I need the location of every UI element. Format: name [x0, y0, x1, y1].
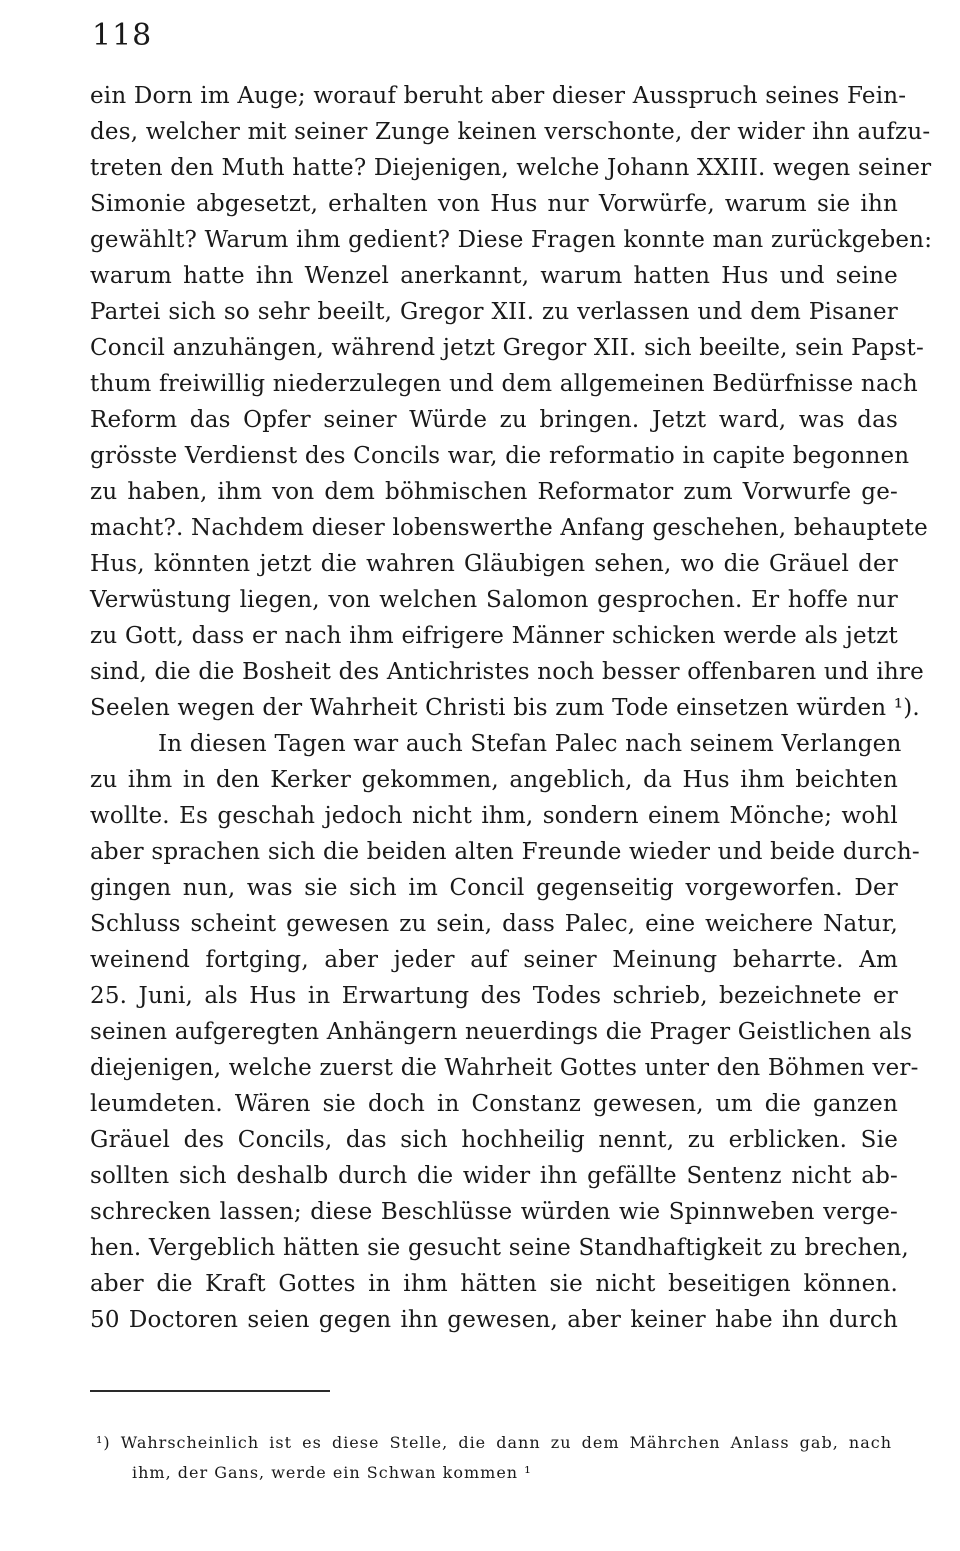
text-line: Hus, könnten jetzt die wahren Gläubigen sehen, wo die Gräuel der — [90, 551, 898, 577]
text-line: leumdeten. Wären sie doch in Constanz gewesen, um die ganzen — [90, 1091, 898, 1117]
text-line: Seelen wegen der Wahrheit Christi bis zum Tode einsetzen würden ¹). — [90, 695, 920, 721]
text-line: Reform das Opfer seiner Würde zu bringen. Jetzt ward, was das — [90, 407, 898, 433]
text-line: In diesen Tagen war auch Stefan Palec nach seinem Verlangen — [158, 731, 902, 757]
text-line: zu Gott, dass er nach ihm eifrigere Männer schicken werde als jetzt — [90, 623, 898, 649]
text-line: warum hatte ihn Wenzel anerkannt, warum hatten Hus und seine — [90, 263, 898, 289]
text-line: grösste Verdienst des Concils war, die reformatio in capite begonnen — [90, 443, 910, 469]
text-line: gingen nun, was sie sich im Concil gegenseitig vorgeworfen. Der — [90, 875, 898, 901]
text-line: 50 Doctoren seien gegen ihn gewesen, aber keiner habe ihn durch — [90, 1307, 898, 1333]
text-line: zu haben, ihm von dem böhmischen Reformator zum Vorwurfe ge- — [90, 479, 898, 505]
text-line: hen. Vergeblich hätten sie gesucht seine Standhaftigkeit zu brechen, — [90, 1235, 909, 1261]
text-line: zu ihm in den Kerker gekommen, angeblich, da Hus ihm beichten — [90, 767, 898, 793]
text-line: ein Dorn im Auge; worauf beruht aber dieser Ausspruch seines Fein- — [90, 83, 907, 109]
text-line: weinend fortging, aber jeder auf seiner Meinung beharrte. Am — [90, 947, 898, 973]
text-line: 25. Juni, als Hus in Erwartung des Todes schrieb, bezeichnete er — [90, 983, 898, 1009]
text-line: macht?. Nachdem dieser lobenswerthe Anfang geschehen, behauptete — [90, 515, 928, 541]
text-line: Partei sich so sehr beeilt, Gregor XII. zu verlassen und dem Pisaner — [90, 299, 898, 325]
text-line: aber sprachen sich die beiden alten Freunde wieder und beide durch- — [90, 839, 920, 865]
text-line: treten den Muth hatte? Diejenigen, welche Johann XXIII. wegen seiner — [90, 155, 932, 181]
text-line: aber die Kraft Gottes in ihm hätten sie nicht beseitigen können. — [90, 1271, 898, 1297]
text-line: Concil anzuhängen, während jetzt Gregor XII. sich beeilte, sein Papst- — [90, 335, 924, 361]
text-line: Verwüstung liegen, von welchen Salomon gesprochen. Er hoffe nur — [90, 587, 898, 613]
text-line: Schluss scheint gewesen zu sein, dass Palec, eine weichere Natur, — [90, 911, 898, 937]
page-number: 118 — [92, 18, 153, 53]
text-line: wollte. Es geschah jedoch nicht ihm, sondern einem Mönche; wohl — [90, 803, 898, 829]
text-line: sind, die die Bosheit des Antichristes noch besser offenbaren und ihre — [90, 659, 924, 685]
text-line: thum freiwillig niederzulegen und dem allgemeinen Bedürfnisse nach — [90, 371, 918, 397]
footnote-divider — [90, 1390, 330, 1392]
text-line: Simonie abgesetzt, erhalten von Hus nur Vorwürfe, warum sie ihn — [90, 191, 898, 217]
text-line: des, welcher mit seiner Zunge keinen verschonte, der wider ihn aufzu- — [90, 119, 931, 145]
text-line: sollten sich deshalb durch die wider ihn gefällte Sentenz nicht ab- — [90, 1163, 898, 1189]
body-text — [90, 78, 933, 1338]
footnote-line: ¹) Wahrscheinlich ist es diese Stelle, die dann zu dem Mährchen Anlass gab, nach — [96, 1433, 892, 1452]
footnote-line: ihm, der Gans, werde ein Schwan kommen ¹ — [132, 1463, 532, 1482]
text-line: seinen aufgeregten Anhängern neuerdings die Prager Geistlichen als — [90, 1019, 913, 1045]
text-line: diejenigen, welche zuerst die Wahrheit Gottes unter den Böhmen ver- — [90, 1055, 919, 1081]
footnotes — [96, 1428, 892, 1488]
text-line: schrecken lassen; diese Beschlüsse würden wie Spinnweben verge- — [90, 1199, 898, 1225]
text-line: Gräuel des Concils, das sich hochheilig nennt, zu erblicken. Sie — [90, 1127, 898, 1153]
text-line: gewählt? Warum ihm gedient? Diese Fragen konnte man zurückgeben: — [90, 227, 933, 253]
